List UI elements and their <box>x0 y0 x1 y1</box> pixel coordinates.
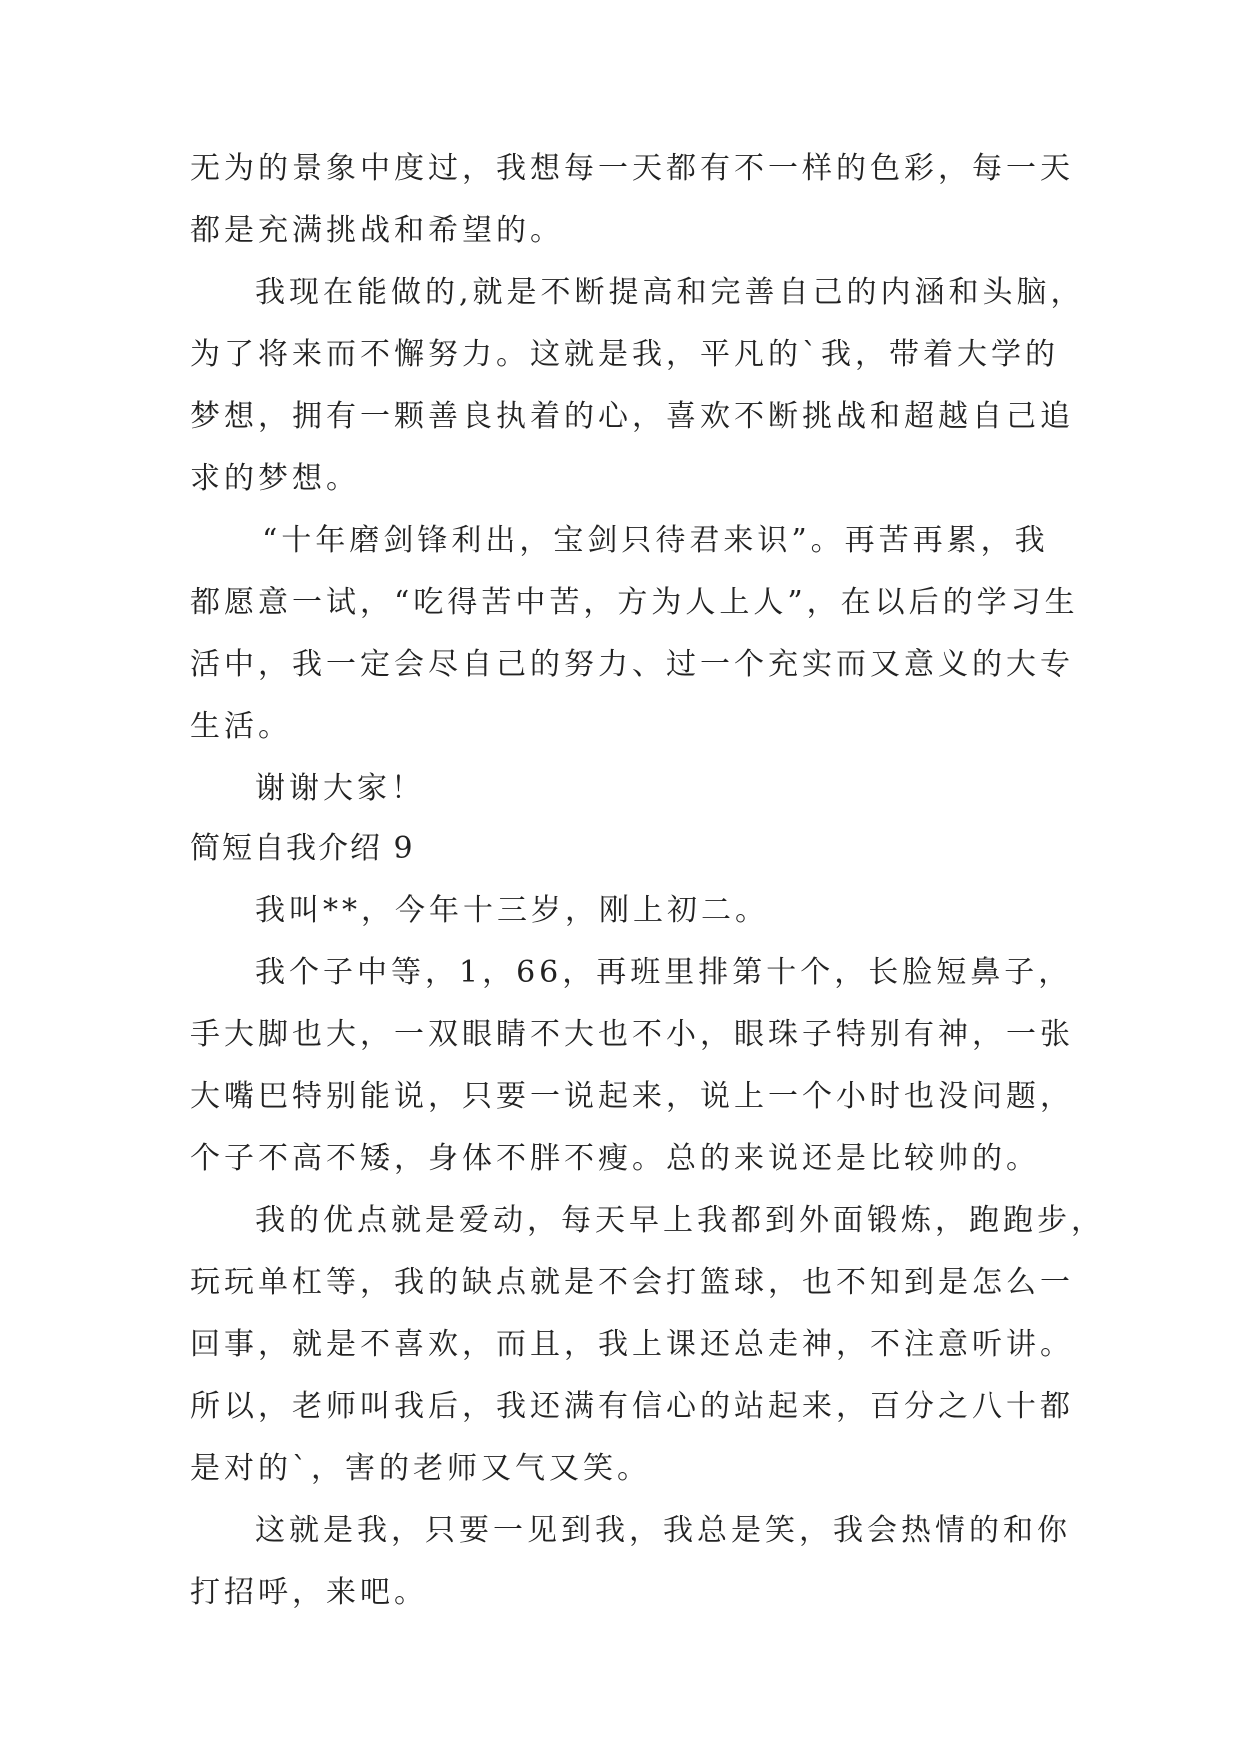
text-line: 手大脚也大，一双眼睛不大也不小，眼珠子特别有神，一张 <box>190 1017 1074 1052</box>
text-line: 无为的景象中度过，我想每一天都有不一样的色彩，每一天 <box>190 151 1074 186</box>
text-line: 打招呼，来吧。 <box>190 1575 428 1610</box>
text-line: 都是充满挑战和希望的。 <box>190 213 564 248</box>
text-line: 个子不高不矮，身体不胖不瘦。总的来说还是比较帅的。 <box>190 1141 1040 1176</box>
text-line: 回事，就是不喜欢，而且，我上课还总走神，不注意听讲。 <box>190 1327 1074 1362</box>
paragraph-start: “十年磨剑锋利出，宝剑只待君来识”。再苦再累，我 <box>262 523 1049 558</box>
text-line: 梦想，拥有一颗善良执着的心，喜欢不断挑战和超越自己追 <box>190 399 1074 434</box>
closing-line: 谢谢大家！ <box>255 771 425 806</box>
text-line: 大嘴巴特别能说，只要一说起来，说上一个小时也没问题， <box>190 1079 1074 1114</box>
text-line: 生活。 <box>190 709 292 744</box>
text-line: 玩玩单杠等，我的缺点就是不会打篮球，也不知到是怎么一 <box>190 1265 1074 1300</box>
text-line: 活中，我一定会尽自己的努力、过一个充实而又意义的大专 <box>190 647 1074 682</box>
paragraph-start: 这就是我，只要一见到我，我总是笑，我会热情的和你 <box>255 1513 1071 1548</box>
section-heading: 简短自我介绍 9 <box>190 831 415 866</box>
text-line: 都愿意一试，“吃得苦中苦，方为人上人”，在以后的学习生 <box>190 585 1079 620</box>
paragraph-start: 我现在能做的,就是不断提高和完善自己的内涵和头脑， <box>255 275 1085 310</box>
text-line: 所以，老师叫我后，我还满有信心的站起来，百分之八十都 <box>190 1389 1074 1424</box>
text-line: 为了将来而不懈努力。这就是我，平凡的`我，带着大学的 <box>190 337 1059 372</box>
paragraph-start: 我个子中等，1，66，再班里排第十个，长脸短鼻子， <box>255 955 1073 990</box>
paragraph-start: 我的优点就是爱动，每天早上我都到外面锻炼，跑跑步， <box>255 1203 1105 1238</box>
text-line: 求的梦想。 <box>190 461 360 496</box>
paragraph-start: 我叫**，今年十三岁，刚上初二。 <box>255 893 769 928</box>
text-line: 是对的`，害的老师又气又笑。 <box>190 1451 651 1486</box>
